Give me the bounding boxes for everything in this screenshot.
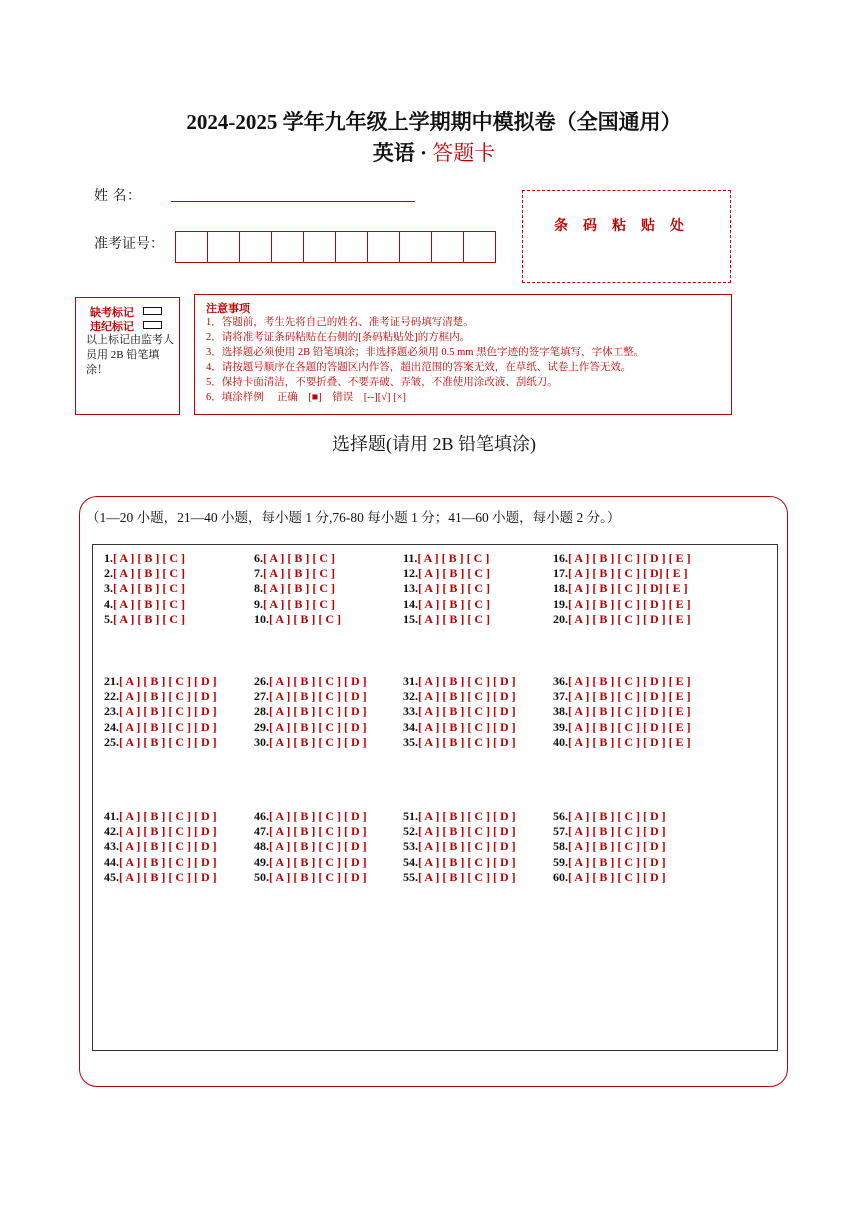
question-number: 27. [254, 689, 269, 704]
card-name: 答题卡 [432, 141, 496, 165]
question-number: 44. [104, 854, 119, 869]
question-row [553, 855, 666, 870]
question-number: 46. [254, 809, 269, 823]
question-number: 14. [403, 596, 418, 611]
notice-item: 2．请将准考证条码粘贴在右侧的[条码粘贴处]的方框内。 [206, 332, 471, 343]
question-row [254, 551, 335, 566]
question-number: 56. [553, 809, 568, 823]
answer-options[interactable]: [ A ] [ B ] [ C ] [ D ] [418, 674, 516, 688]
question-number: 11. [403, 551, 418, 565]
answer-options[interactable]: [ A ] [ B ] [ C ] [ D ] [269, 719, 367, 734]
exam-id-digit-box[interactable] [271, 231, 304, 263]
question-row [403, 581, 490, 596]
answer-options[interactable]: [ A ] [ B ] [ C ] [ D ] [269, 854, 367, 869]
violation-mark-checkbox[interactable] [143, 321, 162, 329]
question-row [553, 870, 666, 885]
answer-options[interactable]: [ A ] [ B ] [ C ] [ D ] [119, 839, 217, 854]
page-subtitle [0, 137, 868, 167]
answer-options[interactable]: [ A ] [ B ] [ C ] [263, 596, 335, 611]
exam-id-digit-box[interactable] [463, 231, 496, 263]
answer-options[interactable]: [ A ] [ B ] [ C ] [263, 551, 335, 565]
answer-options[interactable]: [ A ] [ B ] [ C ] [269, 611, 341, 626]
question-number: 58. [553, 839, 568, 854]
violation-mark-label: 违纪标记 [90, 321, 134, 333]
answer-options[interactable]: [ A ] [ B ] [ C ] [ D ] [119, 674, 217, 688]
question-number: 38. [553, 704, 568, 719]
answer-options[interactable]: [ A ] [ B ] [ C ] [ D ] [269, 734, 367, 749]
answer-options[interactable]: [ A ] [ B ] [ C ] [ D ] [ E ] [568, 611, 691, 626]
notice-item: 5．保持卡面清洁，不要折叠、不要弄破、弄皱，不准使用涂改液、刮纸刀。 [206, 377, 558, 388]
answer-options[interactable]: [ A ] [ B ] [ C ] [ D ] [418, 809, 516, 823]
question-row [254, 855, 367, 870]
question-row [403, 612, 490, 627]
question-row [403, 704, 516, 719]
answer-options[interactable]: [ A ] [ B ] [ C ] [ D ] [568, 824, 666, 839]
question-number: 33. [403, 704, 418, 719]
question-row [254, 824, 367, 839]
question-number: 34. [403, 719, 418, 734]
question-number: 17. [553, 566, 568, 581]
question-row [104, 689, 217, 704]
question-number: 47. [254, 824, 269, 839]
question-number: 21. [104, 674, 119, 688]
answer-options[interactable]: [ A ] [ B ] [ C ] [ D ] [269, 689, 367, 704]
exam-id-digit-box[interactable] [303, 231, 336, 263]
question-number: 10. [254, 611, 269, 626]
question-row [254, 612, 341, 627]
question-row [553, 612, 691, 627]
question-row [553, 809, 666, 824]
answer-options[interactable]: [ A ] [ B ] [ C ] [ D ] [ E ] [568, 596, 691, 611]
answer-options[interactable]: [ A ] [ B ] [ C ] [ D ] [ E ] [568, 551, 691, 565]
question-row [254, 839, 367, 854]
question-number: 6. [254, 551, 263, 565]
scoring-instructions: （1—20 小题，21—40 小题，每小题 1 分,76-80 每小题 1 分；41—60 小题，每小题 2 分。） [86, 510, 621, 525]
question-number: 42. [104, 824, 119, 839]
answer-options[interactable]: [ A ] [ B ] [ C ] [ D ] [ E ] [568, 734, 691, 749]
answer-options[interactable]: [ A ] [ B ] [ C ] [ D ] [ E ] [568, 689, 691, 704]
question-number: 12. [403, 566, 418, 581]
question-row [104, 612, 185, 627]
exam-id-digit-box[interactable] [367, 231, 400, 263]
question-number: 36. [553, 674, 568, 688]
question-number: 35. [403, 734, 418, 749]
question-row [104, 720, 217, 735]
exam-id-digit-box[interactable] [335, 231, 368, 263]
answer-options[interactable]: [ A ] [ B ] [ C ] [418, 596, 490, 611]
question-number: 16. [553, 551, 568, 565]
question-number: 40. [553, 734, 568, 749]
question-number: 1. [104, 551, 113, 565]
question-row [254, 581, 335, 596]
question-row [254, 704, 367, 719]
answer-options[interactable]: [ A ] [ B ] [ C ] [113, 581, 185, 596]
question-number: 54. [403, 854, 418, 869]
answer-options[interactable]: [ A ] [ B ] [ C ] [ D ] [119, 734, 217, 749]
question-number: 26. [254, 674, 269, 688]
mark-note: 以上标记由监考人员用 2B 铅笔填涂！ [86, 334, 174, 376]
answer-options[interactable]: [ A ] [ B ] [ C ] [ D ] [418, 854, 516, 869]
question-row [254, 720, 367, 735]
question-row [104, 855, 217, 870]
question-number: 57. [553, 824, 568, 839]
exam-id-digit-box[interactable] [175, 231, 208, 263]
question-row [553, 735, 691, 750]
exam-id-boxes[interactable] [176, 231, 496, 263]
notice-item: 6．填涂样例 正确 [■] 错误 [--][√] [×] [206, 392, 406, 403]
answer-options[interactable]: [ A ] [ B ] [ C ] [113, 566, 185, 581]
question-row [104, 824, 217, 839]
answer-options[interactable]: [ A ] [ B ] [ C ] [ D ] [269, 674, 367, 688]
answer-options[interactable]: [ A ] [ B ] [ C ] [418, 566, 490, 581]
question-row [254, 674, 367, 689]
question-row [104, 809, 217, 824]
question-number: 60. [553, 869, 568, 884]
question-row [403, 689, 516, 704]
answer-options[interactable]: [ A ] [ B ] [ C ] [ D ] [418, 839, 516, 854]
question-number: 15. [403, 611, 418, 626]
answer-options[interactable]: [ A ] [ B ] [ C ] [ D ] [568, 839, 666, 854]
question-number: 55. [403, 869, 418, 884]
question-number: 4. [104, 596, 113, 611]
answer-options[interactable]: [ A ] [ B ] [ C ] [ D ] [269, 824, 367, 839]
answer-options[interactable]: [ A ] [ B ] [ C ] [ D ] [119, 719, 217, 734]
question-number: 51. [403, 809, 418, 823]
question-number: 37. [553, 689, 568, 704]
answer-options[interactable]: [ A ] [ B ] [ C ] [ D ] [119, 869, 217, 884]
answer-options[interactable]: [ A ] [ B ] [ C ] [ D ] [418, 824, 516, 839]
answer-options[interactable]: [ A ] [ B ] [ C ] [ D ] [119, 704, 217, 719]
question-number: 49. [254, 854, 269, 869]
name-field[interactable] [171, 201, 415, 202]
question-row [104, 839, 217, 854]
answer-options[interactable]: [ A ] [ B ] [ C ] [ D ] [119, 689, 217, 704]
answer-options[interactable]: [ A ] [ B ] [ C ] [263, 581, 335, 596]
question-row [553, 566, 688, 581]
question-number: 28. [254, 704, 269, 719]
notice-item: 1．答题前，考生先将自己的姓名、准考证号码填写清楚。 [206, 317, 474, 328]
question-row [254, 735, 367, 750]
barcode-area [522, 190, 731, 283]
question-number: 43. [104, 839, 119, 854]
question-number: 8. [254, 581, 263, 596]
question-row [553, 824, 666, 839]
question-row [403, 674, 516, 689]
answer-options[interactable]: [ A ] [ B ] [ C ] [ D ] [418, 704, 516, 719]
answer-options[interactable]: [ A ] [ B ] [ C ] [113, 611, 185, 626]
answer-options[interactable]: [ A ] [ B ] [ C ] [ D] [ E ] [568, 581, 688, 596]
question-row [553, 674, 691, 689]
exam-id-digit-box[interactable] [431, 231, 464, 263]
answer-options[interactable]: [ A ] [ B ] [ C ] [ D ] [269, 839, 367, 854]
question-row [254, 566, 335, 581]
answer-options[interactable]: [ A ] [ B ] [ C ] [418, 581, 490, 596]
question-number: 5. [104, 611, 113, 626]
question-number: 32. [403, 689, 418, 704]
question-number: 23. [104, 704, 119, 719]
question-row [403, 870, 516, 885]
question-row [403, 824, 516, 839]
notice-list [206, 315, 644, 405]
question-number: 9. [254, 596, 263, 611]
question-number: 20. [553, 611, 568, 626]
question-number: 50. [254, 869, 269, 884]
answer-options[interactable]: [ A ] [ B ] [ C ] [ D ] [568, 809, 666, 823]
question-row [403, 855, 516, 870]
answer-options[interactable]: [ A ] [ B ] [ C ] [ D ] [269, 704, 367, 719]
subject-label: 英语 [372, 141, 415, 165]
question-number: 53. [403, 839, 418, 854]
question-row [403, 720, 516, 735]
title-separator: · [419, 141, 427, 165]
absent-mark-label: 缺考标记 [90, 307, 134, 319]
question-number: 7. [254, 566, 263, 581]
notice-title: 注意事项 [206, 303, 250, 315]
question-number: 3. [104, 581, 113, 596]
question-row [403, 566, 490, 581]
answer-options[interactable]: [ A ] [ B ] [ C ] [ D ] [418, 869, 516, 884]
answer-options[interactable]: [ A ] [ B ] [ C ] [ D ] [119, 854, 217, 869]
question-number: 39. [553, 719, 568, 734]
question-row [104, 870, 217, 885]
question-row [104, 597, 185, 612]
question-row [553, 704, 691, 719]
answer-options[interactable]: [ A ] [ B ] [ C ] [ D ] [ E ] [568, 674, 691, 688]
question-number: 18. [553, 581, 568, 596]
question-row [254, 809, 367, 824]
question-number: 29. [254, 719, 269, 734]
answer-options[interactable]: [ A ] [ B ] [ C ] [ D ] [269, 869, 367, 884]
question-row [553, 689, 691, 704]
absent-mark-checkbox[interactable] [143, 307, 162, 315]
answer-options[interactable]: [ A ] [ B ] [ C ] [113, 596, 185, 611]
question-row [104, 566, 185, 581]
question-row [403, 735, 516, 750]
answer-options[interactable]: [ A ] [ B ] [ C ] [ D ] [418, 719, 516, 734]
question-number: 31. [403, 674, 418, 688]
exam-id-digit-box[interactable] [399, 231, 432, 263]
question-number: 2. [104, 566, 113, 581]
question-number: 59. [553, 854, 568, 869]
answer-options[interactable]: [ A ] [ B ] [ C ] [ D ] [568, 854, 666, 869]
question-row [104, 551, 185, 566]
answer-options[interactable]: [ A ] [ B ] [ C ] [ D ] [568, 869, 666, 884]
exam-id-label: 准考证号： [94, 237, 164, 252]
question-row [553, 720, 691, 735]
answer-options[interactable]: [ A ] [ B ] [ C ] [263, 566, 335, 581]
barcode-label: 条码粘贴处 [554, 219, 699, 234]
answer-options[interactable]: [ A ] [ B ] [ C ] [ D ] [269, 809, 367, 823]
question-number: 45. [104, 869, 119, 884]
question-number: 24. [104, 719, 119, 734]
question-number: 22. [104, 689, 119, 704]
question-number: 13. [403, 581, 418, 596]
question-row [403, 597, 490, 612]
question-row [104, 674, 217, 689]
question-number: 41. [104, 809, 119, 823]
exam-id-digit-box[interactable] [239, 231, 272, 263]
question-number: 48. [254, 839, 269, 854]
exam-id-digit-box[interactable] [207, 231, 240, 263]
answer-options[interactable]: [ A ] [ B ] [ C ] [ D ] [119, 824, 217, 839]
answer-options[interactable]: [ A ] [ B ] [ C ] [ D ] [ E ] [568, 719, 691, 734]
section-title: 选择题(请用 2B 铅笔填涂) [332, 434, 536, 454]
answer-options[interactable]: [ A ] [ B ] [ C ] [ D ] [119, 809, 217, 823]
question-number: 19. [553, 596, 568, 611]
question-row [553, 597, 691, 612]
question-row [254, 597, 335, 612]
answer-options[interactable]: [ A ] [ B ] [ C ] [113, 551, 185, 565]
question-row [254, 689, 367, 704]
question-row [403, 809, 516, 824]
page-title: 2024-2025 学年九年级上学期期中模拟卷（全国通用） [186, 110, 682, 134]
question-row [553, 839, 666, 854]
notice-item: 3．选择题必须使用 2B 铅笔填涂；非选择题必须用 0.5 mm 黑色字迹的签字笔填写，字体工整。 [206, 347, 645, 358]
answer-options[interactable]: [ A ] [ B ] [ C ] [ D] [ E ] [568, 566, 688, 581]
question-row [104, 704, 217, 719]
question-number: 30. [254, 734, 269, 749]
question-row [104, 735, 217, 750]
question-number: 52. [403, 824, 418, 839]
answer-options[interactable]: [ A ] [ B ] [ C ] [417, 551, 490, 565]
question-row [553, 551, 691, 566]
question-row [403, 551, 489, 566]
answer-options[interactable]: [ A ] [ B ] [ C ] [ D ] [418, 689, 516, 704]
name-label: 姓 名： [94, 189, 142, 204]
question-number: 25. [104, 734, 119, 749]
question-row [254, 870, 367, 885]
question-row [403, 839, 516, 854]
answer-options[interactable]: [ A ] [ B ] [ C ] [418, 611, 490, 626]
notice-item: 4．请按题号顺序在各题的答题区内作答，超出范围的答案无效，在草纸、试卷上作答无效。 [206, 362, 632, 373]
answer-options[interactable]: [ A ] [ B ] [ C ] [ D ] [ E ] [568, 704, 691, 719]
question-row [553, 581, 688, 596]
question-row [104, 581, 185, 596]
answer-options[interactable]: [ A ] [ B ] [ C ] [ D ] [418, 734, 516, 749]
